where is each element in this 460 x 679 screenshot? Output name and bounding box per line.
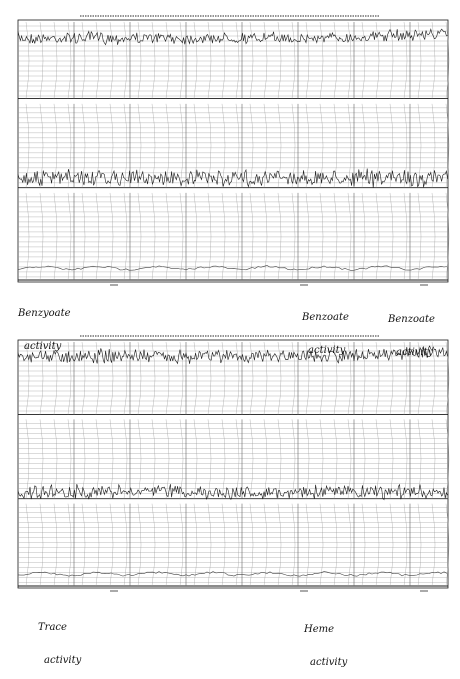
grid-line-v: [166, 419, 169, 498]
grid-line-v: [236, 342, 239, 414]
grid-line-v: [264, 504, 267, 586]
grid-line-v: [446, 419, 449, 498]
grid-line-v: [432, 104, 435, 188]
grid-line-v: [348, 104, 351, 188]
grid-line-v: [40, 22, 43, 99]
grid-line-v: [390, 419, 393, 498]
grid-line-v: [68, 504, 71, 586]
grid-line-v: [320, 504, 323, 586]
grid-line-v: [278, 22, 281, 99]
grid-line-v: [362, 504, 365, 586]
grid-line-v: [264, 419, 267, 498]
grid-line-v: [194, 104, 197, 188]
grid-line-v: [180, 104, 183, 188]
grid-line-v: [250, 22, 253, 99]
grid-line-v: [446, 104, 449, 188]
grid-line-v: [26, 504, 29, 586]
grid-line-v: [124, 504, 127, 586]
panel-2-frame: [18, 340, 448, 588]
grid-line-v: [26, 419, 29, 498]
grid-line-v: [446, 22, 449, 99]
trace-line-low: [18, 266, 447, 271]
grid-line-v: [40, 419, 43, 498]
grid-line-v: [180, 419, 183, 498]
panel1-annotation-middle: Benzoate activity: [302, 312, 349, 356]
grid-line-v: [362, 104, 365, 188]
grid-line-v: [152, 419, 155, 498]
grid-line-v: [208, 22, 211, 99]
panel-1-frame: [18, 20, 448, 282]
grid-line-v: [96, 504, 99, 586]
grid-line-v: [96, 342, 99, 414]
grid-line-v: [320, 419, 323, 498]
grid-line-v: [250, 504, 253, 586]
grid-line-v: [82, 342, 85, 414]
grid-line-v: [152, 22, 155, 99]
grid-line-v: [110, 419, 113, 498]
grid-line-v: [306, 504, 309, 586]
grid-line-v: [68, 22, 71, 99]
grid-line-v: [152, 504, 155, 586]
grid-line-v: [138, 419, 141, 498]
grid-line-v: [222, 342, 225, 414]
grid-line-v: [138, 22, 141, 99]
grid-line-v: [278, 419, 281, 498]
grid-line-v: [166, 504, 169, 586]
grid-line-v: [292, 22, 295, 99]
grid-line-v: [250, 419, 253, 498]
grid-line-v: [26, 22, 29, 99]
grid-line-v: [166, 104, 169, 188]
grid-line-v: [404, 22, 407, 99]
grid-line-v: [404, 419, 407, 498]
grid-line-v: [166, 22, 169, 99]
grid-line-v: [54, 22, 57, 99]
grid-line-v: [264, 22, 267, 99]
grid-line-v: [348, 504, 351, 586]
grid-line-v: [306, 419, 309, 498]
grid-line-v: [306, 104, 309, 188]
grid-line-v: [236, 504, 239, 586]
trace-line-low: [18, 572, 447, 577]
panel1-annotation-left: Benzyoate activity: [18, 308, 71, 352]
panel2-annotation-middle: Heme activity: [304, 624, 348, 668]
grid-line-v: [222, 504, 225, 586]
grid-line-v: [348, 22, 351, 99]
panel1-annotation-right: Benzoate activity: [388, 314, 435, 358]
grid-line-v: [418, 104, 421, 188]
grid-line-v: [54, 419, 57, 498]
grid-line-v: [208, 419, 211, 498]
grid-line-v: [320, 22, 323, 99]
grid-line-v: [166, 342, 169, 414]
trace-line: [18, 484, 448, 500]
grid-line-v: [432, 419, 435, 498]
grid-line-v: [446, 504, 449, 586]
grid-line-v: [292, 504, 295, 586]
grid-line-v: [222, 104, 225, 188]
grid-line-v: [306, 22, 309, 99]
grid-line-v: [180, 22, 183, 99]
grid-line-v: [334, 22, 337, 99]
grid-line-v: [68, 419, 71, 498]
grid-line-v: [194, 419, 197, 498]
grid-line-v: [124, 104, 127, 188]
grid-line-v: [250, 104, 253, 188]
grid-line-v: [334, 419, 337, 498]
grid-line-v: [138, 104, 141, 188]
grid-line-v: [208, 342, 211, 414]
grid-line-v: [250, 342, 253, 414]
grid-line-v: [236, 22, 239, 99]
grid-line-v: [124, 419, 127, 498]
grid-line-v: [96, 419, 99, 498]
grid-line-v: [404, 104, 407, 188]
grid-line-v: [278, 342, 281, 414]
grid-line-v: [264, 342, 267, 414]
grid-line-v: [40, 504, 43, 586]
grid-line-v: [208, 504, 211, 586]
grid-line-v: [222, 419, 225, 498]
grid-line-v: [110, 22, 113, 99]
grid-line-v: [194, 342, 197, 414]
grid-line-v: [82, 22, 85, 99]
trace-line: [18, 29, 448, 45]
grid-line-v: [82, 104, 85, 188]
grid-line-v: [236, 419, 239, 498]
grid-line-v: [418, 22, 421, 99]
grid-line-v: [432, 22, 435, 99]
grid-line-v: [180, 504, 183, 586]
grid-line-v: [82, 419, 85, 498]
grid-line-v: [194, 504, 197, 586]
grid-line-v: [362, 22, 365, 99]
grid-line-v: [404, 504, 407, 586]
grid-line-v: [432, 504, 435, 586]
grid-line-v: [124, 22, 127, 99]
grid-line-v: [376, 504, 379, 586]
panel2-annotation-left: Trace activity: [38, 622, 82, 666]
grid-line-v: [292, 419, 295, 498]
grid-line-v: [194, 22, 197, 99]
grid-line-v: [376, 419, 379, 498]
